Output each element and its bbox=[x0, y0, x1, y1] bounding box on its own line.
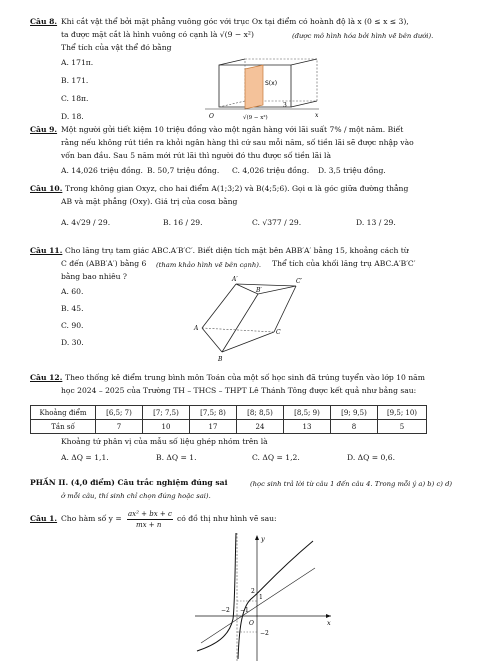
p2q1-x-axis-label: x bbox=[327, 619, 331, 627]
q11-label-b: B bbox=[218, 356, 223, 363]
q11-line2-end: Thể tích của khối lăng trụ ABC.A′B′C′ bbox=[272, 259, 416, 268]
q10-line2: AB và mặt phẳng (Oxy). Giá trị của cosα bằng bbox=[61, 197, 238, 206]
q8-option-c: C. 18π. bbox=[61, 94, 89, 103]
q11-prism-figure bbox=[194, 276, 310, 363]
part2-note2: ở mỗi câu, thí sinh chỉ chọn đúng hoặc sai). bbox=[61, 492, 211, 500]
table-cell: [7; 7,5) bbox=[143, 406, 190, 420]
q10-option-a: A. 4√29 / 29. bbox=[61, 218, 111, 227]
q11-line2: C đến (ABB′A′) bằng 6 bbox=[61, 259, 147, 268]
table-cell: 24 bbox=[237, 420, 284, 434]
q8-line3: Thể tích của vật thể đó bằng bbox=[61, 43, 172, 52]
p2q1-label-neg2-y: −2 bbox=[260, 630, 269, 637]
table-cell: 8 bbox=[331, 420, 378, 434]
q8-line1: Khi cắt vật thể bởi mặt phẳng vuông góc với trục Ox tại điểm có hoành độ là x (0 ≤ x ≤ 3), bbox=[61, 17, 409, 26]
p2q1-label-neg2: −2 bbox=[221, 607, 230, 614]
table-cell: 5 bbox=[378, 420, 427, 434]
q10-number: Câu 10. bbox=[30, 184, 63, 193]
q9-number: Câu 9. bbox=[30, 125, 58, 134]
q12-option-b: B. ΔQ = 1. bbox=[156, 453, 197, 462]
q9-option-c: C. 4,026 triệu đồng. bbox=[232, 166, 310, 175]
p2q1-graph bbox=[195, 533, 335, 663]
q11-number: Câu 11. bbox=[30, 246, 63, 255]
p2q1-text-post: có đồ thị như hình vẽ sau: bbox=[177, 514, 277, 523]
p2q1-frac-den: mx + n bbox=[136, 521, 162, 529]
q12-number: Câu 12. bbox=[30, 373, 63, 382]
q11-option-c: C. 90. bbox=[61, 321, 84, 330]
p2q1-origin-label: O bbox=[249, 620, 254, 627]
table-cell: [8,5; 9) bbox=[284, 406, 331, 420]
q12-question: Khoảng tứ phân vị của mẫu số liệu ghép nhóm trên là bbox=[61, 437, 268, 446]
q9-line3: vốn ban đầu. Sau 5 năm mới rút lãi thì người đó thu được số tiền lãi là bbox=[61, 151, 331, 160]
q9-line1: Một người gửi tiết kiệm 10 triệu đồng vào một ngân hàng với lãi suất 7% / một năm. Biết bbox=[61, 125, 404, 134]
q8-solid-figure bbox=[205, 55, 320, 125]
table-cell: [6,5; 7) bbox=[96, 406, 143, 420]
q11-label-a: A bbox=[194, 325, 199, 332]
q8-line2: ta được mặt cắt là hình vuông có cạnh là √(9 − x²) bbox=[61, 30, 254, 39]
q11-label-c1: C′ bbox=[296, 278, 302, 285]
q8-origin-label: O bbox=[209, 113, 214, 120]
q12-option-a: A. ΔQ = 1,1. bbox=[61, 453, 109, 462]
table-header-cell: Khoảng điểm bbox=[31, 406, 96, 420]
table-row bbox=[31, 406, 427, 420]
q8-line2-note: (được mô hình hóa bởi hình vẽ bên dưới). bbox=[292, 32, 434, 40]
p2q1-text-pre: Cho hàm số y = bbox=[61, 514, 122, 523]
p2q1-number: Câu 1. bbox=[30, 514, 58, 523]
q12-line2: học 2024 – 2025 của Trường TH – THCS – THPT Lê Thánh Tông được kết quả như bảng sau: bbox=[61, 386, 417, 395]
part2-note1: (học sinh trả lời từ câu 1 đến câu 4. Trong mỗi ý a) b) c) d) bbox=[250, 480, 453, 488]
q12-frequency-table bbox=[30, 405, 427, 434]
q9-option-b: B. 50,7 triệu đồng. bbox=[147, 166, 220, 175]
p2q1-frac-num: ax² + bx + c bbox=[128, 510, 172, 518]
q9-line2: rằng nếu không rút tiền ra khỏi ngân hàng thì cứ sau mỗi năm, số tiền lãi sẽ được nhập vào bbox=[61, 138, 414, 147]
table-cell: 17 bbox=[190, 420, 237, 434]
table-header-cell: Tần số bbox=[31, 420, 96, 434]
table-row bbox=[31, 420, 427, 434]
q8-x-label: x bbox=[315, 112, 319, 119]
q10-option-c: C. √377 / 29. bbox=[252, 218, 302, 227]
q11-option-a: A. 60. bbox=[61, 287, 84, 296]
q11-option-b: B. 45. bbox=[61, 304, 84, 313]
q9-option-d: D. 3,5 triệu đồng. bbox=[318, 166, 386, 175]
part2-title: PHẦN II. (4,0 điểm) Câu trắc nghiệm đúng sai bbox=[30, 478, 228, 487]
table-cell: 13 bbox=[284, 420, 331, 434]
q10-option-b: B. 16 / 29. bbox=[163, 218, 203, 227]
q11-label-a1: A′ bbox=[232, 276, 238, 283]
q8-option-d: D. 18. bbox=[61, 112, 84, 121]
table-cell: [9,5; 10) bbox=[378, 406, 427, 420]
p2q1-label-neg1: −1 bbox=[240, 607, 249, 614]
q10-option-d: D. 13 / 29. bbox=[356, 218, 396, 227]
q9-option-a: A. 14,026 triệu đồng. bbox=[61, 166, 143, 175]
table-cell: 7 bbox=[96, 420, 143, 434]
q8-sx-label: S(x) bbox=[265, 80, 278, 87]
q12-option-d: D. ΔQ = 0,6. bbox=[347, 453, 396, 462]
table-cell: [9; 9,5) bbox=[331, 406, 378, 420]
q10-line1: Trong không gian Oxyz, cho hai điểm A(1;3;2) và B(4;5;6). Gọi α là góc giữa đường thẳng bbox=[65, 184, 409, 193]
q11-line3: bằng bao nhiêu ? bbox=[61, 272, 128, 281]
p2q1-label-1: 1 bbox=[259, 594, 263, 601]
q8-number: Câu 8. bbox=[30, 17, 58, 26]
q8-three-label: 3 bbox=[283, 102, 287, 109]
q11-line1: Cho lăng trụ tam giác ABC.A′B′C′. Biết diện tích mặt bên ABB′A′ bằng 15, khoảng cách từ bbox=[65, 246, 409, 255]
q8-option-b: B. 171. bbox=[61, 76, 89, 85]
q11-label-b1: B′ bbox=[256, 287, 262, 294]
q11-label-c: C bbox=[276, 329, 281, 336]
table-cell: [8; 8,5) bbox=[237, 406, 284, 420]
table-cell: 10 bbox=[143, 420, 190, 434]
q8-option-a: A. 171π. bbox=[61, 58, 94, 67]
p2q1-y-axis-label: y bbox=[261, 535, 265, 543]
table-cell: [7,5; 8) bbox=[190, 406, 237, 420]
q11-option-d: D. 30. bbox=[61, 338, 84, 347]
q12-option-c: C. ΔQ = 1,2. bbox=[252, 453, 300, 462]
q11-line2-note: (tham khảo hình vẽ bên cạnh). bbox=[156, 261, 262, 269]
q12-line1: Theo thống kê điểm trung bình môn Toán của một số học sinh đã trúng tuyển vào lớp 10 năm bbox=[65, 373, 425, 382]
p2q1-label-2: 2 bbox=[251, 588, 255, 595]
q8-root-label: √(9 − x²) bbox=[243, 115, 268, 121]
